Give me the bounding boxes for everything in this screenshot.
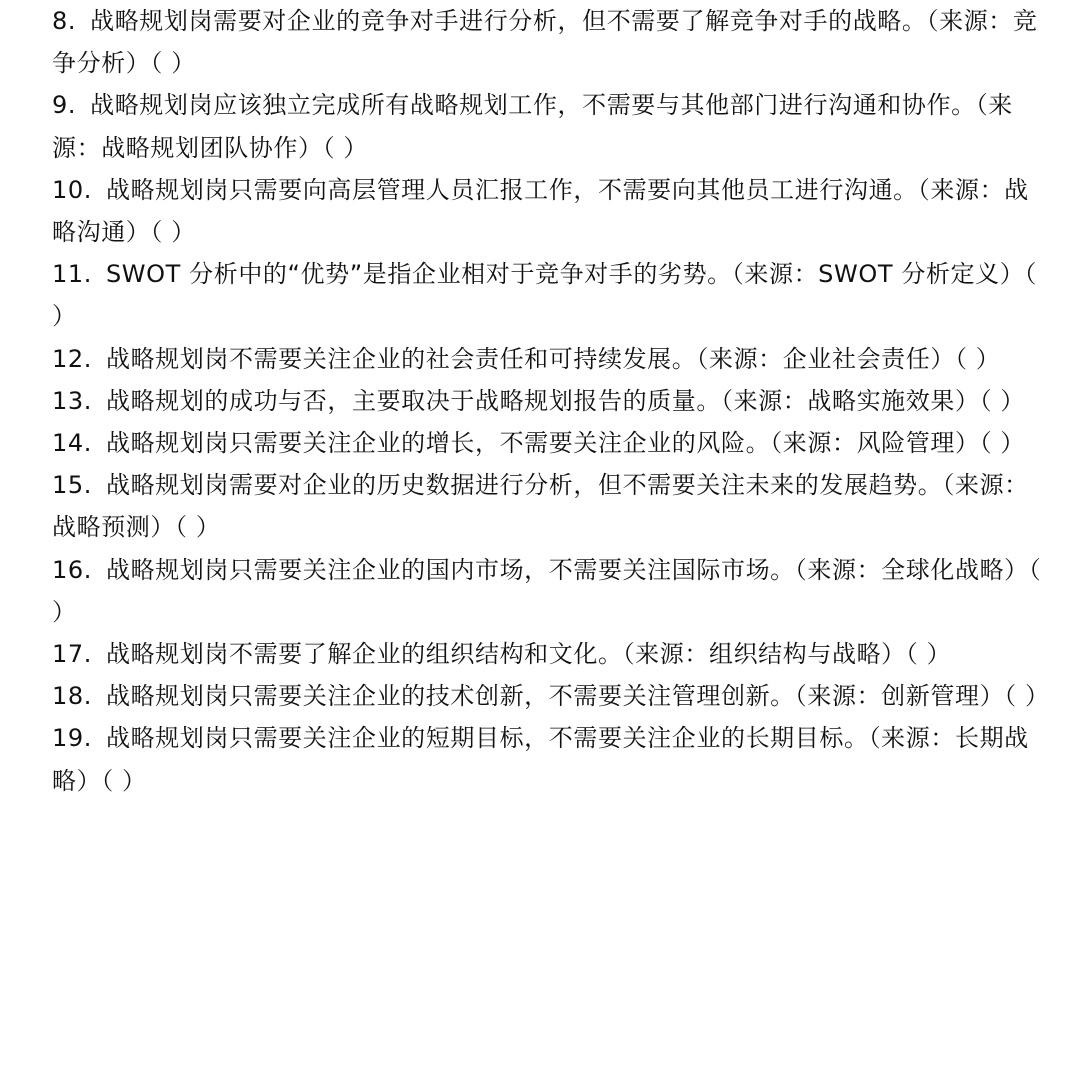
question-item bbox=[52, 84, 1052, 168]
question-number: 16. bbox=[52, 555, 92, 584]
question-number: 19. bbox=[52, 724, 92, 753]
question-number: 15. bbox=[52, 471, 92, 500]
question-list bbox=[52, 0, 1052, 802]
question-item bbox=[52, 380, 1052, 422]
question-item bbox=[52, 338, 1052, 380]
question-item bbox=[52, 549, 1052, 633]
question-text: 战略规划岗只需要关注企业的国内市场，不需要关注国际市场。（来源：全球化战略）（ ） bbox=[52, 555, 1042, 626]
question-text: 战略规划岗只需要关注企业的短期目标，不需要关注企业的长期目标。（来源：长期战略）（ ） bbox=[52, 724, 1029, 795]
question-text: 战略规划岗不需要关注企业的社会责任和可持续发展。（来源：企业社会责任）（ ） bbox=[105, 344, 1001, 373]
question-text: 战略规划岗需要对企业的竞争对手进行分析，但不需要了解竞争对手的战略。（来源：竞争分析）（ ） bbox=[52, 7, 1038, 78]
question-item bbox=[52, 717, 1052, 801]
question-item bbox=[52, 253, 1052, 337]
question-text: 战略规划岗只需要关注企业的技术创新，不需要关注管理创新。（来源：创新管理）（ ） bbox=[105, 682, 1050, 711]
question-text: 战略规划岗需要对企业的历史数据进行分析，但不需要关注未来的发展趋势。（来源：战略预测）（ ） bbox=[52, 471, 1029, 542]
question-item bbox=[52, 422, 1052, 464]
question-number: 10. bbox=[52, 175, 92, 204]
question-item bbox=[52, 675, 1052, 717]
question-text: 战略规划岗只需要关注企业的增长，不需要关注企业的风险。（来源：风险管理）（ ） bbox=[105, 429, 1025, 458]
question-text: 战略规划岗不需要了解企业的组织结构和文化。（来源：组织结构与战略）（ ） bbox=[105, 640, 952, 669]
question-number: 14. bbox=[52, 429, 92, 458]
question-item bbox=[52, 464, 1052, 548]
question-number: 8. bbox=[52, 7, 77, 35]
question-text: 战略规划的成功与否，主要取决于战略规划报告的质量。（来源：战略实施效果）（ ） bbox=[105, 386, 1025, 415]
question-number: 13. bbox=[52, 386, 92, 415]
question-number: 9. bbox=[52, 91, 77, 120]
question-number: 18. bbox=[52, 682, 92, 711]
question-number: 17. bbox=[52, 640, 92, 669]
question-item bbox=[52, 169, 1052, 253]
question-number: 12. bbox=[52, 344, 92, 373]
question-number: 11. bbox=[52, 260, 92, 289]
question-text: SWOT 分析中的“优势”是指企业相对于竞争对手的劣势。（来源：SWOT 分析定义）（ ） bbox=[52, 260, 1037, 331]
question-text: 战略规划岗应该独立完成所有战略规划工作，不需要与其他部门进行沟通和协作。（来源：战略规划团队协作）（ ） bbox=[52, 91, 1013, 162]
question-text: 战略规划岗只需要向高层管理人员汇报工作，不需要向其他员工进行沟通。（来源：战略沟通）（ ） bbox=[52, 175, 1029, 247]
question-item bbox=[52, 0, 1052, 84]
question-item bbox=[52, 633, 1052, 675]
